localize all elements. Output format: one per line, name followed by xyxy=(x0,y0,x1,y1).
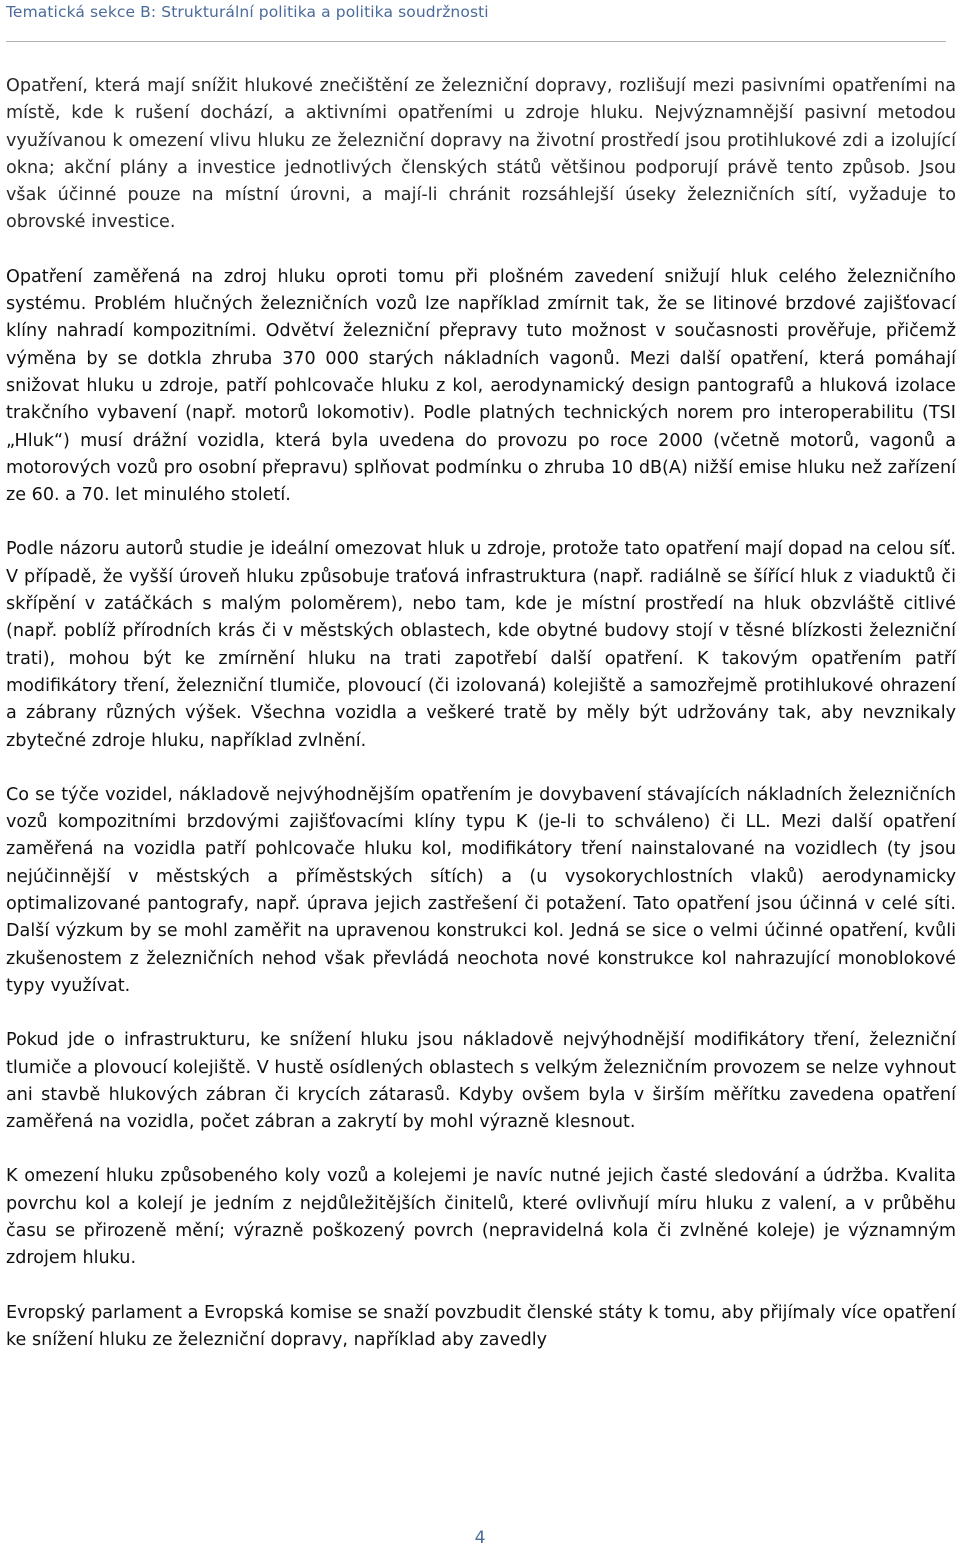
paragraph-5: Pokud jde o infrastrukturu, ke snížení hluku jsou nákladově nejvýhodnější modifikátory tření, železniční tlumiče a plovoucí kolejiště. V hustě osídlených oblastech s velkým železničním provozem se nelze vyhnout ani stavbě hlukových zábran či krycích zátarasů. Kdyby ovšem byla v širším měřítku zavedena opatření zaměřená na vozidla, počet zábran a zakrytí by mohl výrazně klesnout. xyxy=(6,1030,956,1133)
paragraph-3: Podle názoru autorů studie je ideální omezovat hluk u zdroje, protože tato opatření mají dopad na celou síť. V případě, že vyšší úroveň hluku způsobuje traťová infrastruktura (např. radiálně se šířící hluk z viaduktů či skřípění v zatáčkách s malým poloměrem), nebo tam, kde je místní prostředí na hluk obzvláště citlivé (např. poblíž přírodních krás či v městských oblastech, kde obytné budovy stojí v těsné blízkosti železniční trati), mohou být ke zmírnění hluku na trati zapotřebí další opatření. K takovým opatřením patří modifikátory tření, železniční tlumiče, plovoucí (či izolovaná) kolejiště a samozřejmě protihlukové ohrazení a zábrany různých výšek. Všechna vozidla a veškeré tratě by měly být udržovány tak, aby nevznikaly zbytečné zdroje hluku, například zvlnění. xyxy=(6,539,956,751)
document-body xyxy=(6,73,956,1381)
paragraph-1: Opatření, která mají snížit hlukové znečištění ze železniční dopravy, rozlišují mezi pasivními opatřeními na místě, kde k rušení dochází, a aktivními opatřeními u zdroje hluku. Nejvýznamnější pasivní metodou využívanou k omezení vlivu hluku ze železniční dopravy na životní prostředí jsou protihlukové zdi a izolující okna; akční plány a investice jednotlivých členských států většinou podporují právě tento způsob. Jsou však účinné pouze na místní úrovni, a mají-li chránit rozsáhlejší úseky železničních sítí, vyžaduje to obrovské investice. xyxy=(6,76,956,233)
paragraph-2: Opatření zaměřená na zdroj hluku oproti tomu při plošném zavedení snižují hluk celého železničního systému. Problém hlučných železničních vozů lze například zmírnit tak, že se litinové brzdové zajišťovací klíny nahradí kompozitními. Odvětví železniční přepravy tuto možnost v současnosti prověřuje, přičemž výměna by se dotkla zhruba 370 000 starých nákladních vagonů. Mezi další opatření, která pomáhají snižovat hluku u zdroje, patří pohlcovače hluku z kol, aerodynamický design pantografů a hluková izolace trakčního vybavení (např. motorů lokomotiv). Podle platných technických norem pro interoperabilitu (TSI „Hluk“) musí drážní vozidla, která byla uvedena do provozu po roce 2000 (včetně motorů, vagonů a motorových vozů pro osobní přepravu) splňovat podmínku o zhruba 10 dB(A) nižší emise hluku než zařízení ze 60. a 70. let minulého století. xyxy=(6,266,956,506)
header-divider xyxy=(6,41,946,42)
page-number: 4 xyxy=(474,1528,486,1548)
section-header: Tematická sekce B: Strukturální politika a politika soudržnosti xyxy=(6,3,489,21)
paragraph-4: Co se týče vozidel, nákladově nejvýhodnějším opatřením je dovybavení stávajících nákladních železničních vozů kompozitními brzdovými zajišťovacími klíny typu K (je-li to schváleno) či LL. Mezi další opatření zaměřená na vozidla patří pohlcovače hluku kol, modifikátory tření nainstalované na vozidlech (ty jsou nejúčinnější v městských a příměstských sítích) a (u vysokorychlostních vlaků) aerodynamicky optimalizované pantografy, např. úprava jejich zastřešení či potažení. Tato opatření jsou účinná v celé síti. Další výzkum by se mohl zaměřit na upravenou konstrukci kol. Jedná se sice o velmi účinné opatření, kvůli zkušenostem z železničních nehod však převládá neochota nové konstrukce kol nahrazující monoblokové typy využívat. xyxy=(6,784,956,996)
paragraph-6: K omezení hluku způsobeného koly vozů a kolejemi je navíc nutné jejich časté sledování a údržba. Kvalita povrchu kol a kolejí je jedním z nejdůležitějších činitelů, které ovlivňují míru hluku z valení, a v průběhu času se přirozeně mění; výrazně poškozený povrch (nepravidelná kola či zvlněné koleje) je významným zdrojem hluku. xyxy=(6,1166,956,1269)
paragraph-7: Evropský parlament a Evropská komise se snaží povzbudit členské státy k tomu, aby přijímaly více opatření ke snížení hluku ze železniční dopravy, například aby zavedly xyxy=(6,1302,956,1350)
